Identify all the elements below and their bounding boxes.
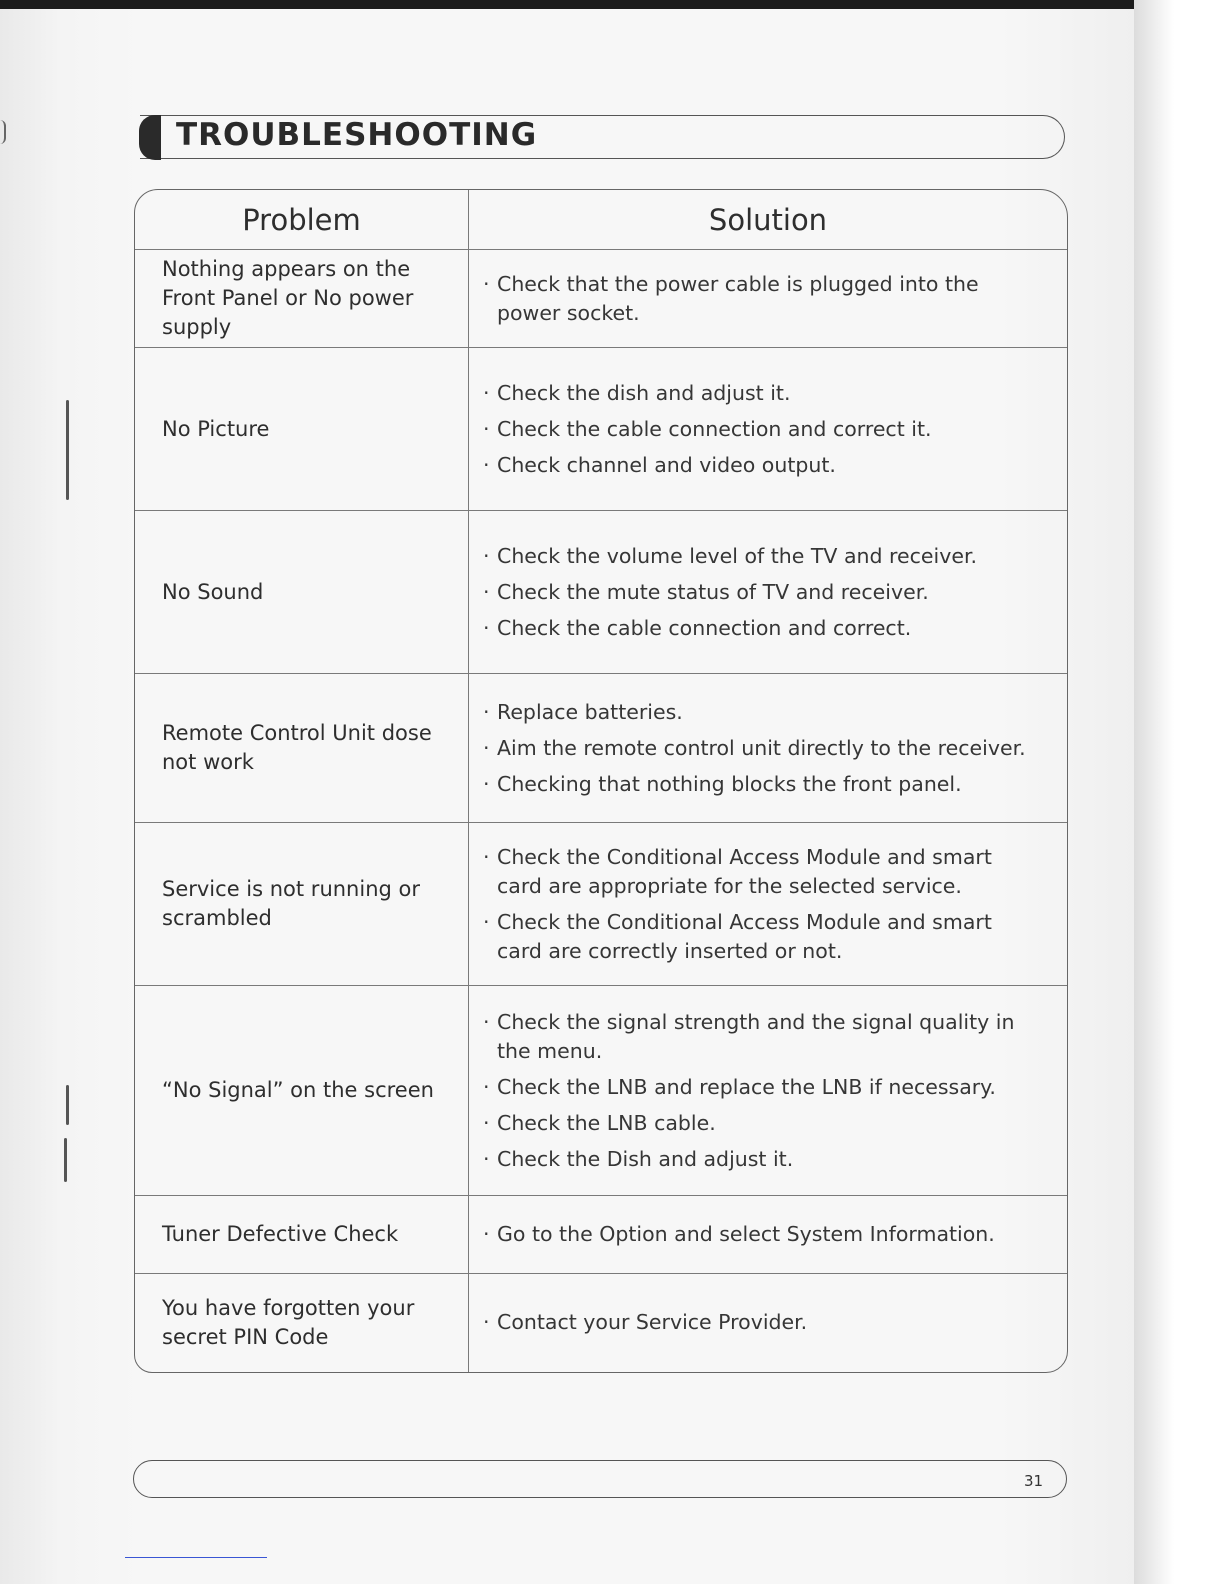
solution-cell [469,1196,1068,1274]
solution-item: · Check the Conditional Access Module and smart card are appropriate for the selected service. [483,843,1041,901]
table-row [135,674,1067,823]
table-row [135,511,1067,674]
solution-item: · Check that the power cable is plugged into the power socket. [483,270,1041,328]
problem-cell: You have forgotten your secret PIN Code [135,1274,469,1372]
solution-cell [469,674,1068,823]
binding-mark [66,1085,69,1125]
table-row [135,250,1067,348]
solution-item: · Aim the remote control unit directly to the receiver. [483,734,1041,763]
problem-cell: “No Signal” on the screen [135,986,469,1196]
binding-mark [64,1138,67,1182]
problem-cell: Nothing appears on the Front Panel or No power supply [135,250,469,348]
solution-column-header: Solution [469,190,1068,250]
table-row [135,1196,1067,1274]
solution-item: · Check the cable connection and correct it. [483,415,1041,444]
solution-item: · Check the mute status of TV and receiver. [483,578,1041,607]
solution-item: · Replace batteries. [483,698,1041,727]
solution-item: · Contact your Service Provider. [483,1308,1041,1337]
troubleshooting-table [134,189,1068,1373]
solution-item: · Check the dish and adjust it. [483,379,1041,408]
table-row [135,823,1067,986]
link-underline [125,1557,267,1558]
page-edge-mark [0,120,6,144]
problem-cell: Remote Control Unit dose not work [135,674,469,823]
solution-item: · Check the LNB cable. [483,1109,1041,1138]
page-shadow [1134,0,1224,1584]
table-header-row [135,190,1067,250]
table-row [135,986,1067,1196]
table-row [135,1274,1067,1372]
page-number: 31 [1024,1472,1044,1490]
solution-item: · Check the Conditional Access Module and smart card are correctly inserted or not. [483,908,1041,966]
problem-cell: Service is not running or scrambled [135,823,469,986]
section-title: TROUBLESHOOTING [176,117,538,153]
solution-item: · Go to the Option and select System Information. [483,1220,1041,1249]
solution-item: · Check the volume level of the TV and receiver. [483,542,1041,571]
problem-cell: No Sound [135,511,469,674]
footer-frame [133,1460,1067,1498]
solution-cell [469,348,1068,511]
top-rule [0,0,1134,9]
solution-cell [469,823,1068,986]
solution-item: · Check the cable connection and correct. [483,614,1041,643]
solution-item: · Check the Dish and adjust it. [483,1145,1041,1174]
problem-cell: No Picture [135,348,469,511]
solution-cell [469,986,1068,1196]
solution-cell [469,250,1068,348]
solution-item: · Checking that nothing blocks the front panel. [483,770,1041,799]
solution-cell [469,1274,1068,1372]
solution-item: · Check channel and video output. [483,451,1041,480]
solution-item: · Check the LNB and replace the LNB if necessary. [483,1073,1041,1102]
section-header-tab [139,115,161,160]
binding-mark [66,400,69,500]
problem-column-header: Problem [135,190,469,250]
solution-cell [469,511,1068,674]
table-row [135,348,1067,511]
problem-cell: Tuner Defective Check [135,1196,469,1274]
solution-item: · Check the signal strength and the signal quality in the menu. [483,1008,1041,1066]
